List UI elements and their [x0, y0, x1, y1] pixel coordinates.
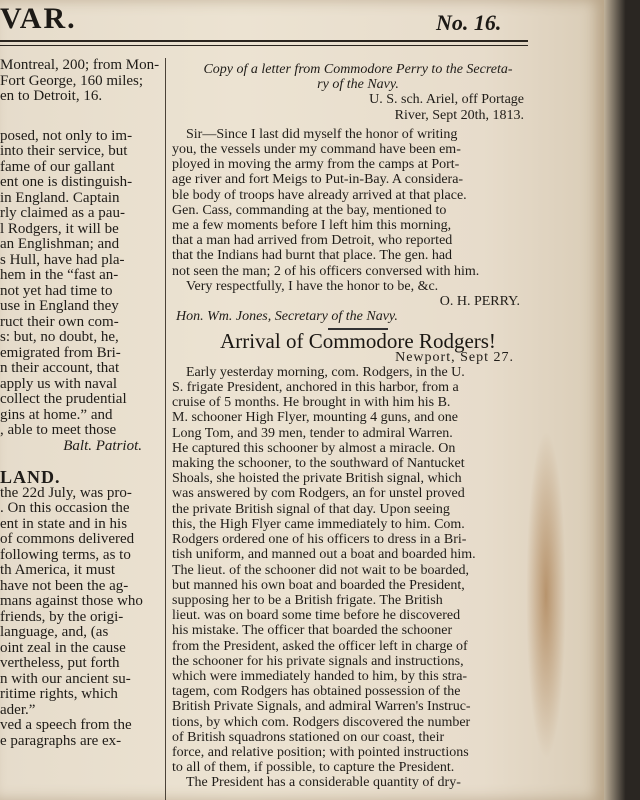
article-line: lieut. was on board some time before he discovered: [172, 608, 461, 624]
text-line: en to Detroit, 16.: [0, 88, 103, 104]
letter-place: U. S. sch. Ariel, off Portage: [369, 92, 524, 108]
text-line: Montreal, 200; from Mon-: [0, 58, 160, 73]
article-line: which were immediately handed to him, by this stra-: [172, 668, 468, 684]
letter-heading: Copy of a letter from Commodore Perry to the Secreta-: [203, 62, 513, 77]
letter-line: Very respectfully, I have the honor to be, &c.: [186, 278, 439, 294]
text-line: , able to meet those: [0, 422, 117, 438]
text-line: ent one is distinguish-: [0, 174, 133, 190]
letter-line: age river and fort Meigs to Put-in-Bay. A considera-: [172, 172, 464, 188]
text-line: of commons delivered: [0, 531, 135, 547]
masthead-rule-top: [0, 40, 528, 42]
letter-line: ble body of troops have already arrived at that place.: [172, 187, 467, 203]
text-line: into their service, but: [0, 143, 128, 159]
text-line: ader.”: [0, 701, 36, 718]
letter-line: you, the vessels under my command have been em-: [172, 142, 461, 158]
article-line: this, the High Flyer came immediately to him. Com.: [172, 516, 465, 532]
letter-line: that the Indians had burnt that place. The gen. had: [172, 248, 453, 264]
article-dateline: Newport, Sept 27.: [395, 349, 514, 365]
article-line: cruise of 5 months. He brought in with him his B.: [172, 395, 451, 411]
text-line: . On this occasion the: [0, 500, 130, 516]
text-line: apply us with naval: [0, 375, 118, 392]
article-line: S. frigate President, anchored in this harbor, from a: [172, 380, 459, 396]
text-line: e paragraphs are ex-: [0, 732, 122, 749]
article-line: M. schooner High Flyer, mounting 4 guns, and one: [172, 410, 459, 426]
article-line: tagem, com Rodgers has obtained possession of the: [172, 684, 461, 700]
article-line: Rodgers ordered one of his officers to dress in a Bri-: [172, 532, 467, 548]
article-line: from the President, asked the officer left in charge of: [172, 638, 468, 654]
text-line: an Englishman; and: [0, 236, 120, 252]
paper-name: VAR.: [0, 2, 77, 35]
text-line: ritime rights, which: [0, 686, 118, 702]
text-line: language, and, (as: [0, 624, 109, 640]
text-line: hem in the “fast an-: [0, 267, 119, 283]
letter-place: River, Sept 20th, 1813.: [394, 107, 524, 123]
text-line: n their account, that: [0, 360, 120, 376]
letter-signature: O. H. PERRY.: [439, 294, 520, 310]
text-line: rly claimed as a pau-: [0, 205, 125, 221]
article-line: supposing her to be a British frigate. The British: [172, 592, 443, 608]
text-line: gins at home.” and: [0, 406, 113, 423]
letter-line: ployed in moving the army from the camps at Port-: [172, 157, 460, 173]
text-line: s Hull, have had pla-: [0, 251, 125, 268]
text-line: Fort George, 160 miles;: [0, 72, 144, 89]
article-line: The lieut. of the schooner did not wait to be boarded,: [172, 562, 470, 578]
letter-line: me a few moments before I left him this morning,: [172, 218, 452, 234]
text-line: fame of our gallant: [0, 158, 115, 175]
left-column: [0, 58, 162, 800]
article-line: He captured this schooner by almost a miracle. On: [172, 440, 456, 456]
text-line: mans against those who: [0, 593, 143, 609]
letter-line: not seen the man; 2 of his officers conversed with him.: [172, 263, 480, 279]
credit-line: Balt. Patriot.: [63, 437, 142, 454]
article-line: tions, by which com. Rodgers discovered the number: [172, 714, 471, 730]
text-line: use in England they: [0, 298, 119, 314]
letter-heading: ry of the Navy.: [317, 77, 399, 93]
text-line: ruct their own com-: [0, 313, 119, 330]
text-line: ved a speech from the: [0, 717, 132, 733]
article-line: of British squadrons stationed on our coast, their: [172, 729, 445, 745]
text-line: oint zeal in the cause: [0, 639, 126, 656]
letter-line: that a man had arrived from Detroit, who reported: [172, 233, 453, 249]
article-line: was answered by com Rodgers, an for unstel proved: [172, 486, 465, 502]
letter-line: Sir—Since I last did myself the honor of writing: [186, 126, 458, 142]
text-line: n with our ancient su-: [0, 670, 131, 687]
masthead-rule-bottom: [0, 45, 528, 46]
text-line: the 22d July, was pro-: [0, 484, 132, 501]
article-line: to all of them, if possible, to capture the President.: [172, 760, 455, 776]
article-line: the schooner for his private signals and instructions,: [172, 653, 464, 669]
article-line: tish uniform, and manned out a boat and boarded him.: [172, 547, 476, 563]
article-headline: Arrival of Commodore Rodgers!: [220, 329, 496, 354]
article-line: British Private Signals, and admiral Warren's Instruc-: [172, 699, 471, 715]
text-line: collect the prudential: [0, 391, 127, 407]
text-line: emigrated from Bri-: [0, 344, 121, 361]
text-line: friends, by the origi-: [0, 608, 124, 625]
text-line: l Rodgers, it will be: [0, 220, 119, 237]
letter-addressee: Hon. Wm. Jones, Secretary of the Navy.: [176, 309, 398, 325]
text-line: vertheless, put forth: [0, 655, 120, 671]
article-line: The President has a considerable quantity of dry-: [186, 775, 461, 791]
text-line: following terms, as to: [0, 546, 131, 563]
column-divider: [165, 58, 166, 800]
article-line: the private British signal of that day. Upon seeing: [172, 501, 450, 517]
text-line: not yet had time to: [0, 282, 113, 299]
article-line: Shoals, she hoisted the private British signal, which: [172, 471, 462, 487]
article-line: his mistake. The officer that boarded the schooner: [172, 623, 453, 639]
text-line: ent in state and in his: [0, 515, 128, 532]
page-edge-shadow: [604, 0, 640, 800]
article-line: force, and relative position; with pointed instructions: [172, 744, 469, 760]
article-line: Early yesterday morning, com. Rodgers, in the U.: [186, 364, 465, 380]
right-column: [172, 62, 544, 800]
text-line: have not been the ag-: [0, 577, 129, 594]
article-line: making the schooner, to the southward of Nantucket: [172, 456, 465, 472]
text-line: s: but, no doubt, he,: [0, 329, 119, 345]
text-line: in England. Captain: [0, 189, 120, 206]
letter-line: Gen. Cass, commanding at the bay, mentioned to: [172, 202, 447, 218]
article-line: Long Tom, and 39 men, tender to admiral Warren.: [172, 425, 453, 441]
article-line: but manned his own boat and boarded the President,: [172, 577, 465, 593]
section-title: LAND.: [0, 467, 61, 487]
issue-number: No. 16.: [436, 10, 502, 35]
text-line: posed, not only to im-: [0, 127, 133, 144]
text-line: th America, it must: [0, 562, 115, 578]
